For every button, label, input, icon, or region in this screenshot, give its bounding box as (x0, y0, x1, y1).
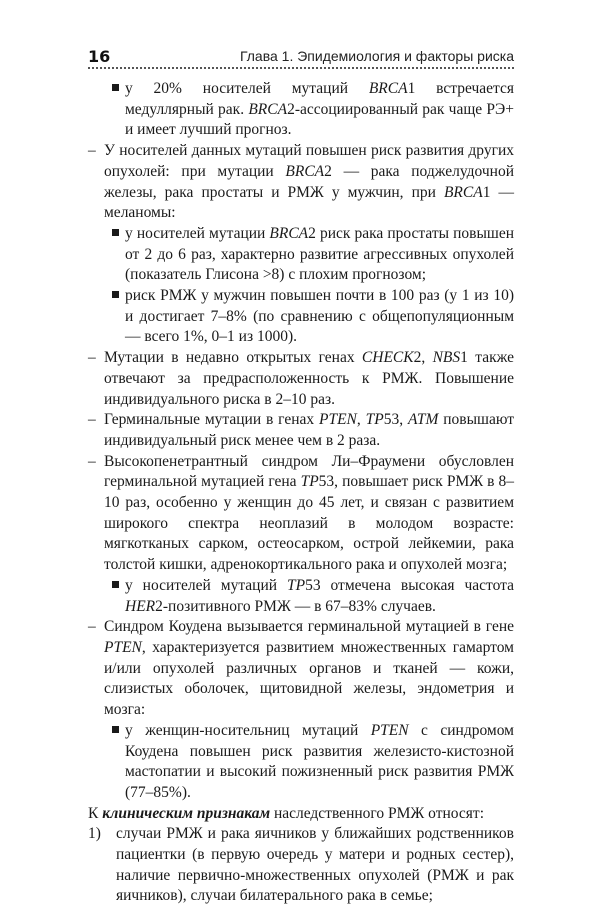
gene-name-italic (102, 805, 270, 822)
gene-name-italic: HER (125, 597, 156, 615)
text-run: Синдром Коудена вызывается герминальной мутацией в гене (104, 618, 514, 636)
dash-marker: – (88, 411, 96, 429)
text-run: Герминальные мутации в генах (104, 411, 319, 429)
dash-list-item (88, 410, 514, 451)
gene-name-italic: PTEN (104, 638, 142, 656)
header-dotted-rule (88, 67, 514, 69)
running-header-chapter-title: Глава 1. Эпидемиология и факторы риска (239, 48, 514, 64)
text-run: Мутации в недавно открытых генах (104, 349, 362, 367)
text-run: 2-позитивного РМЖ — в 67–83% случаев. (155, 597, 436, 615)
text-run: у женщин-носительниц мутаций (125, 721, 371, 739)
bullet-item (88, 286, 514, 348)
text-run: 1 встречается медуллярный рак. (125, 80, 514, 118)
dash-marker: – (88, 618, 96, 636)
text-run: с синдромом Коудена повышен риск развития железисто-кистозной мастопатии и высокий пожизненный риск развития РМЖ (77–85%). (125, 721, 514, 801)
emphasis-text: клиническим признакам (102, 804, 271, 822)
text-run: случаи РМЖ и рака яичников у ближайших родственников пациентки (в первую очередь у матери и родных сестер), наличие первично-множественных опухолей (РМЖ и рак яичников), случаи билатерального рака в семье; (116, 825, 514, 905)
gene-name-italic: TP (365, 411, 384, 429)
text-run: Высокопенетрантный синдром Ли–Фраумени обусловлен герминальной мутацией гена (104, 452, 514, 491)
gene-name-italic: BRCA (285, 162, 325, 180)
dash-list-item (88, 348, 514, 410)
square-bullet-icon (112, 84, 119, 91)
gene-name-italic: BRCA (269, 224, 309, 242)
text-run: 53 отмечена высокая частота (305, 576, 514, 594)
text-run: 2 риск рака простаты повышен от 2 до 6 раз, характерно развитие агрессивных опухолей (показатель Глисона >8) с плохим прогнозом; (125, 224, 514, 284)
text-run: наследственного РМЖ относят: (270, 804, 485, 822)
text-run: повышают индивидуальный риск менее чем в 2 раза. (104, 411, 514, 449)
list-number: 1) (88, 825, 101, 843)
text-run: у 20% носителей мутаций (125, 80, 369, 97)
gene-name-italic: CHECK (361, 349, 414, 367)
gene-name-italic: TP (286, 576, 306, 594)
dash-marker: – (88, 452, 96, 470)
text-run: 2, (413, 349, 433, 367)
text-run: 53, повышает риск РМЖ в 8–10 раз, особенно у женщин до 45 лет, и связан с развитием широкого спектра неоплазий в молодом возрасте: мягкотканых сарком, остеосарком, острой лейкемии, рака толстой кишки, адренокортикального рака и опухолей мозга; (104, 473, 515, 574)
text-run: , (356, 411, 366, 429)
text-run: 1 — меланомы: (104, 183, 514, 222)
text-run: 2-ассоциированный рак чаще РЭ+ и имеет лучший прогноз. (125, 100, 514, 139)
paragraph (88, 804, 514, 825)
text-run: 1 также отвечают за предрасположенность к РМЖ. Повышение индивидуального риска в 2–10 раз. (104, 349, 514, 408)
bullet-item (88, 79, 514, 141)
page-body-text (88, 79, 514, 907)
bullet-item (88, 721, 514, 804)
dash-marker: – (88, 349, 96, 367)
text-run: К (88, 804, 103, 822)
text-run: У носителей данных мутаций повышен риск развития других опухолей: при мутации (104, 142, 514, 180)
text-run: 2 — рака поджелудочной железы, рака простаты и РМЖ у мужчин, при (104, 162, 514, 201)
square-bullet-icon (112, 581, 119, 588)
square-bullet-icon (112, 229, 119, 236)
dash-list-item (88, 617, 514, 721)
gene-name-italic: NBS (432, 349, 461, 367)
text-run: , характеризуется развитием множественных гамартом и/или опухолей различных органов и тканей — кожи, слизистых оболочек, щитовидной железы, эндометрия и мозга: (104, 638, 514, 719)
page-number: 16 (88, 47, 111, 66)
gene-name-italic: BRCA (248, 100, 288, 118)
gene-name-italic: TP (300, 473, 319, 491)
gene-name-italic: PTEN (318, 411, 357, 429)
gene-name-italic: ATM (407, 411, 439, 429)
text-run: у носителей мутаций (125, 576, 287, 594)
gene-name-italic: BRCA (443, 183, 483, 201)
dash-marker: – (88, 142, 96, 160)
gene-name-italic: BRCA (368, 80, 408, 97)
square-bullet-icon (112, 726, 119, 733)
dash-list-item (88, 452, 514, 576)
bullet-item (88, 576, 514, 617)
text-run: риск РМЖ у мужчин повышен почти в 100 раз (у 1 из 10) и достигает 7–8% (по сравнению с общепопуляционным — всего 1%, 0–1 из 1000). (125, 287, 514, 346)
text-run: у носителей мутации (125, 224, 270, 242)
square-bullet-icon (112, 291, 119, 298)
gene-name-italic: PTEN (370, 721, 409, 739)
dash-list-item (88, 141, 514, 224)
numbered-item (88, 824, 514, 907)
bullet-item (88, 224, 514, 286)
text-run: 53, (383, 411, 408, 429)
